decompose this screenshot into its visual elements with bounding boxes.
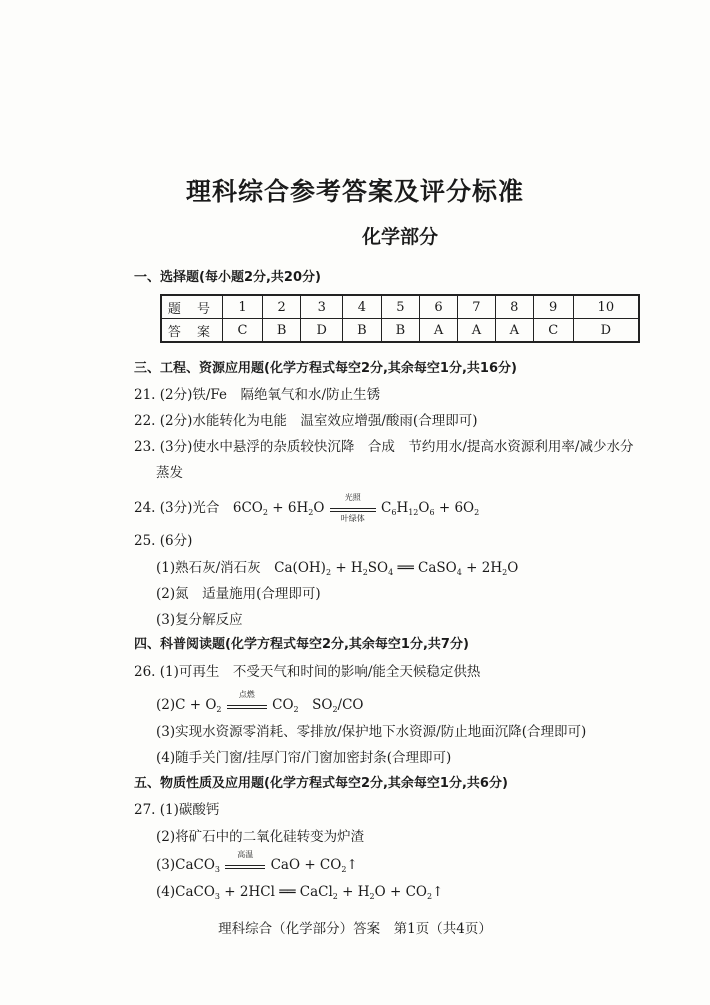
condition-top: 点燃 xyxy=(238,689,255,699)
subscript: 2 xyxy=(427,892,433,901)
q27-text: (4)CaCO xyxy=(156,884,215,900)
subscript: 2 xyxy=(332,892,338,901)
answer-table xyxy=(160,294,640,343)
table-cell: A xyxy=(457,319,495,343)
q25-text: (1)熟石灰/消石灰 Ca(OH) xyxy=(156,560,326,576)
answer-q25-1 xyxy=(156,556,518,577)
gas-arrow: ↑ xyxy=(346,857,358,873)
reaction-condition-sign xyxy=(330,492,376,523)
subscript: 6 xyxy=(429,508,435,517)
table-cell: A xyxy=(495,319,533,343)
subscript: 2 xyxy=(262,508,268,517)
table-cell: D xyxy=(573,319,639,343)
q25-text: ══ CaSO xyxy=(393,560,457,576)
q24-text: + 6O xyxy=(434,500,475,516)
table-cell: D xyxy=(301,319,343,343)
subscript: 2 xyxy=(502,568,508,577)
table-cell: B xyxy=(262,319,301,343)
answer-q26-2 xyxy=(156,689,364,714)
answer-q21: 21. (2分)铁/Fe 隔绝氧气和水/防止生锈 xyxy=(134,387,381,403)
condition-top: 光照 xyxy=(344,492,361,502)
subscript: 12 xyxy=(408,508,419,517)
row-label-answers: 答 案 xyxy=(161,319,223,343)
answer-q27-2: (2)将矿石中的二氧化硅转变为炉渣 xyxy=(156,829,365,845)
subscript: 2 xyxy=(216,705,222,714)
table-row-numbers xyxy=(161,295,639,319)
table-cell: 1 xyxy=(223,295,263,319)
row-label-numbers: 题 号 xyxy=(161,295,223,319)
subscript: 4 xyxy=(456,568,462,577)
subscript: 2 xyxy=(308,508,314,517)
condition-top: 高温 xyxy=(237,849,254,859)
answer-q25-2: (2)氮 适量施用(合理即可) xyxy=(156,586,321,602)
condition-bottom: 叶绿体 xyxy=(340,513,365,523)
table-row-answers xyxy=(161,319,639,343)
subscript: 2 xyxy=(474,508,480,517)
section-engineering-heading: 三、工程、资源应用题(化学方程式每空2分,其余每空1分,共16分) xyxy=(134,361,517,376)
q24-text: O xyxy=(418,500,430,516)
q25-text: + H xyxy=(331,560,363,576)
page-footer: 理科综合（化学部分）答案 第1页（共4页） xyxy=(218,921,492,937)
subscript: 2 xyxy=(362,568,368,577)
page-title: 理科综合参考答案及评分标准 xyxy=(185,177,524,206)
subscript: 3 xyxy=(214,892,220,901)
answer-q27-4 xyxy=(156,884,443,901)
q24-text: 24. (3分)光合 6CO xyxy=(134,500,263,516)
subscript: 4 xyxy=(388,568,394,577)
table-cell: 3 xyxy=(301,295,343,319)
q27-text: (3)CaCO xyxy=(156,857,215,873)
table-cell: B xyxy=(343,319,382,343)
subscript: 3 xyxy=(214,865,220,874)
q25-text: O xyxy=(507,560,519,576)
answer-q24 xyxy=(134,492,480,523)
gas-arrow: ↑ xyxy=(432,884,444,900)
reaction-condition-sign xyxy=(225,849,265,873)
section-reading-heading: 四、科普阅读题(化学方程式每空2分,其余每空1分,共7分) xyxy=(134,637,469,652)
answer-q27-3 xyxy=(156,849,358,874)
section-properties-heading: 五、物质性质及应用题(化学方程式每空2分,其余每空1分,共6分) xyxy=(134,776,508,791)
subscript: 2 xyxy=(369,892,375,901)
answer-q27-1: 27. (1)碳酸钙 xyxy=(134,802,220,818)
table-cell: 7 xyxy=(457,295,495,319)
q25-text: + 2H xyxy=(461,560,503,576)
answer-q26-4: (4)随手关门窗/挂厚门帘/门窗加密封条(合理即可) xyxy=(156,750,452,766)
subscript: 2 xyxy=(332,705,338,714)
table-cell: A xyxy=(420,319,458,343)
q24-text: + 6H xyxy=(267,500,309,516)
q27-text: CaO + CO xyxy=(270,857,342,873)
q24-text: C xyxy=(381,500,392,516)
subscript: 6 xyxy=(391,508,397,517)
section-subtitle: 化学部分 xyxy=(361,226,438,248)
subscript: 2 xyxy=(341,865,347,874)
q24-text: O xyxy=(313,500,325,516)
reaction-condition-sign xyxy=(227,689,267,713)
q24-text: H xyxy=(396,500,409,516)
answer-q23: 23. (3分)使水中悬浮的杂质较快沉降 合成 节约用水/提高水资源利用率/减少水分 xyxy=(134,439,634,455)
table-cell: 5 xyxy=(381,295,420,319)
answer-q25-3: (3)复分解反应 xyxy=(156,612,243,628)
table-cell: 8 xyxy=(495,295,533,319)
table-cell: 10 xyxy=(573,295,639,319)
q27-text: O + CO xyxy=(374,884,427,900)
answer-q25: 25. (6分) xyxy=(134,533,193,549)
q25-text: SO xyxy=(367,560,389,576)
table-cell: 2 xyxy=(262,295,301,319)
subscript: 2 xyxy=(293,705,299,714)
table-cell: C xyxy=(533,319,573,343)
answer-q23-continued: 蒸发 xyxy=(156,465,183,481)
table-cell: 9 xyxy=(533,295,573,319)
table-cell: 6 xyxy=(420,295,458,319)
table-cell: 4 xyxy=(343,295,382,319)
q27-text: + H xyxy=(337,884,370,900)
subscript: 2 xyxy=(325,568,332,577)
table-cell: B xyxy=(381,319,420,343)
answer-q26-1: 26. (1)可再生 不受天气和时间的影响/能全天候稳定供热 xyxy=(134,664,481,680)
q27-text: + 2HCl ══ CaCl xyxy=(220,884,333,900)
q26-text: /CO xyxy=(337,697,364,713)
q26-text: SO xyxy=(298,697,333,713)
q26-text: (2)C + O xyxy=(156,697,217,713)
answer-q26-3: (3)实现水资源零消耗、零排放/保护地下水资源/防止地面沉降(合理即可) xyxy=(156,724,587,740)
table-cell: C xyxy=(223,319,263,343)
section-choice-heading: 一、选择题(每小题2分,共20分) xyxy=(134,270,321,285)
answer-q22: 22. (2分)水能转化为电能 温室效应增强/酸雨(合理即可) xyxy=(134,413,478,429)
q26-text: CO xyxy=(272,697,294,713)
